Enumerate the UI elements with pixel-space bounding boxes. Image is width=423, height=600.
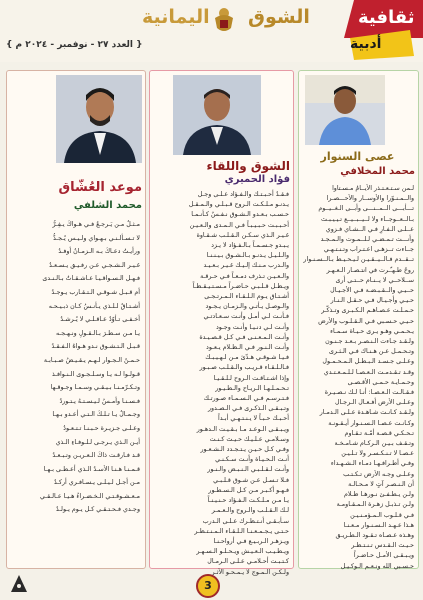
poem-line: فـقـالـت الـعـصـا: أنـا لـك نـصـيـرة bbox=[324, 389, 414, 397]
poem-title-left: موعد العُشّاق bbox=[58, 180, 142, 195]
poem-line: وهـذه عـصـاه تـقـود الـطـريـق bbox=[335, 531, 414, 539]
poem-line: حـسـب بـعـدو الـشـوق نـفـسٌ كـأنـمـا bbox=[191, 211, 289, 219]
poem-line: وعـلـى جـزيـرة حـبـنـا تـتـعـودُ bbox=[63, 424, 140, 432]
poem-line: غـيـر الـذي سـكـن الـقـلـب شـقـاوة bbox=[196, 231, 289, 239]
poem-line: أنـت الـحـيـاة وأنـت سـكـنـي bbox=[215, 456, 289, 464]
page-number: 3 bbox=[196, 574, 220, 598]
poem-line: أحـبـك حـبـاً لا يـنـتـهـي أبـداً bbox=[217, 415, 289, 423]
poem-line: والــمـنـوّرا والأوســار والأحـــصـرا bbox=[326, 195, 414, 203]
poem-line: وتـقـف بـيـن الـركـام شـامـخـة bbox=[334, 440, 414, 448]
poem-line: وإذا اشـتـاقـت الـروح لـلـقـيـا bbox=[213, 374, 289, 382]
poem-line: فـتـرسـم فـي الـسـمـاء صـورتـك bbox=[203, 395, 289, 403]
poem-line: مـعـشـوقـتـي الـخـضـراءُ هـيـا عـالـقـي bbox=[40, 492, 140, 500]
poem-line: بـالــعــوجــاء ولا لــيــبــيــع تـيـيـبـث bbox=[321, 215, 414, 223]
poem-line: ويـبـقـى الأمـل حـاضـراً bbox=[353, 552, 414, 560]
author-name-right: محمد المخلافي bbox=[340, 166, 415, 177]
poem-line: وعـلـى وجـه الأرض تـكـتـب bbox=[343, 470, 414, 478]
poem-line: ويـظـل قـلـبـي حـاضـراً مـسـتـيـقـظـاً bbox=[192, 282, 289, 290]
poem-line: والـلـيـل يـدنـو بـالـشـوق بـيـنـنـا bbox=[206, 252, 289, 260]
poem-line: حــيـي والــقـبـضـة فـي الأجـيـال bbox=[330, 287, 414, 295]
poem-line: لا تـسـألـنـي بـهـواي ولـيـس يُـجـدُّ bbox=[53, 234, 140, 242]
brand-name-1: الشوق bbox=[248, 6, 310, 28]
author-name-left: محمد الشلفي bbox=[73, 200, 142, 211]
poem-line: فـالـلـقـاء قـريـب والـقـلـب صـبـور bbox=[199, 364, 289, 372]
poem-line: وكـانـت عـصـا الـسـنـوار أيـقـونـة bbox=[328, 419, 414, 427]
poem-line: وأنـت لـي دنـيـا وأنـت وجـود bbox=[215, 323, 289, 331]
poem-line: حـتـى يـجـمـعـنـا الـلـقـاء الـمـنـتـظـر bbox=[194, 527, 289, 535]
poem-title-right: عصى السنوار bbox=[320, 150, 395, 163]
poem-line: فـلا تـسـل عـن شـوق قـلـبـي bbox=[213, 476, 289, 484]
poem-line: فـي قـلـوب الـمـؤمـنـيـن bbox=[350, 511, 414, 519]
poem-line: وحـمـايـة حـمـى الأقـصـى bbox=[347, 378, 414, 386]
poem-line: يـدنـو مـلـكـت الـروح قـبـلـي والـمـقـل bbox=[188, 201, 289, 209]
poem-line: وجـمـالُ يـا تـلـكَ الـتـي أعـدو بـهـا bbox=[52, 411, 140, 419]
poem-body-middle bbox=[153, 190, 289, 576]
poem-line: حـيـي وأجـيـال فـي حـقـل الـنـار bbox=[330, 297, 414, 305]
poem-line: سـأبـقـى أنـتـظـرك عـلـى الـدرب bbox=[202, 517, 289, 525]
poem-line: فـأنـت لـي أمـل وأنـت سـعـادتـي bbox=[203, 313, 289, 321]
poem-line: ولـقـد كـانـت شـاهـدة عـلـى الـدمـار bbox=[319, 409, 414, 417]
poem-line: وأنـت الـمـعـنـى فـي كـل قـصـيـدة bbox=[199, 333, 289, 341]
poem-line: فـقـدُ أحـبـتـك والـفـؤاد عـلـى وجـل bbox=[197, 191, 289, 198]
poem-line: وفـي أطـرافـهـا دمـاء الـشـهـداء bbox=[330, 460, 414, 468]
poem-line: وسـلامـي عـلـيـك حـيـث كـنـت bbox=[209, 435, 289, 443]
poem-line: والـوصـل يـأتـي والـزمـان يـجـود bbox=[205, 303, 289, 311]
poem-line: وجـدي فـحـتـقـي كـل يـوم يـولـدُ bbox=[55, 506, 140, 514]
author-photo-left bbox=[56, 75, 142, 163]
eagle-emblem-icon bbox=[213, 6, 235, 36]
poem-line: ولـن يـطـفـئ نـورهـا ظـلام bbox=[344, 491, 414, 499]
poem-line: هـذا عـهـد الـسـنـوار مـعـنـا bbox=[343, 521, 414, 529]
poem-line: فـهـو أكـبـر مـن كـل الـسـطـور bbox=[208, 486, 289, 494]
poem-line: تـحـمـلـهـا الـريـاح والـطـيـور bbox=[215, 384, 289, 392]
poem-line: حـيـث الـقـدس تـنـتـظـر bbox=[351, 542, 414, 550]
poem-line: يـا مـن سـطـرَ بـالـقـولِ ونـهـجـه bbox=[56, 329, 140, 337]
section-subtitle: أدبية bbox=[350, 36, 382, 52]
poem-line: وأنـت الـنـور فـي الـظـلام يـعـود bbox=[206, 344, 289, 352]
poem-line: أيـن الـذي يـرجـى لـلـوفـاءِ الـذي bbox=[55, 438, 140, 446]
poem-line: تـــأبـــى الــمــنـــى وأبــى الـغــيــوم bbox=[318, 205, 414, 213]
poem-line: ســلاحــي لا يــنـام حــتـى أرى bbox=[335, 276, 414, 284]
poem-line: وأنـــت تـمـضـي لـلــمـوت والـمـجـد bbox=[320, 236, 414, 244]
poem-line: فـهـل الـسـواقـيـا عـاشـقـاتٌ بـالـنـدى bbox=[42, 275, 140, 283]
poem-line: حـمـلـت عـصـاهـم الـكـبـرى وتـذكّـر bbox=[321, 307, 414, 315]
poem-line: لـك الـقـلـب والـروح والـعـمـر bbox=[211, 507, 289, 515]
poem-line: ويـبـقـى الـوعـد مـا بـقـيـت الـدهـور bbox=[196, 425, 289, 433]
poem-line: ولـقـد جـاءت الـنـصـر بـعـد جـنـون bbox=[325, 338, 414, 346]
poem-line: تـحـكـي قـصـة أمّـة تـقـاوم bbox=[344, 429, 414, 437]
author-photo-right bbox=[305, 75, 385, 145]
poem-line: والـدرب مـنـك إلـيـك غـيـر بـعـيـد bbox=[203, 262, 289, 270]
poem-line: أشـتـاق يـوم الـلـقـاء الـمـرتـجـى bbox=[204, 293, 289, 301]
poem-body-right bbox=[302, 184, 414, 570]
poem-line: قـمـنـا هـنـا الأسـدُ الـذي أعـطـى بـهـا bbox=[43, 465, 140, 473]
poem-line: حـمـنُ الـجـوار لـهـم يـقـيـضُ صـبـابـة bbox=[43, 356, 140, 364]
poem-line: أن الـنـصـر آتٍ لا مـحـالـة bbox=[348, 480, 414, 488]
pen-nib-icon bbox=[8, 572, 30, 594]
poem-line: أحـبـبـت حـبـيـبـاً فـي الـمـدى والـعـيـن bbox=[189, 221, 289, 229]
poem-line: حـسـبي الله ونـعـم الـوكـيـل bbox=[340, 562, 414, 570]
poem-line: تــقــدم فـالــيــقـيـن لـيـحـيـط بـالــسـنـوار bbox=[303, 256, 414, 264]
poem-line: وتـكـرّمـنـا بـيـقـي وسـمـا وجـوقـها bbox=[50, 384, 140, 392]
poem-line: كـتـبـت أحـلامـي عـلـى الـرمـال bbox=[207, 558, 289, 566]
author-photo-middle bbox=[173, 75, 261, 155]
poem-line: وفـي كـل حـيـن يـتـجـدد الـشـعـور bbox=[200, 446, 289, 454]
poem-line: وعـلـى جـسـد الـبـطـل الـمـحـمـول bbox=[322, 358, 414, 366]
poem-line: يـحـمـي وهـو يـرى حـيـاة سـمـاء bbox=[330, 327, 414, 335]
poem-line: فـيـا شـوقـي هـدّئ مـن لـهـيـبـك bbox=[205, 354, 289, 362]
poem-line: مـن أجـل لـيـلـى يـسـافـري أركـدُ bbox=[53, 479, 140, 487]
poem-line: مـثـلُ مـن يَـرجـعُ فـي هـواكَ يـفِـرُّ bbox=[52, 221, 140, 228]
poem-line: حـيـي حـسـبي فـي الـقـلـوب والأرض bbox=[318, 317, 414, 325]
poem-line: ويـزهـر الـربـيـع فـي أرواحـنـا bbox=[213, 537, 289, 545]
poem-line: وتـبـقـى الـذكـرى فـي الـصـدور bbox=[207, 405, 289, 413]
poem-line: وقـد تـقـدمـت الـعـصـا لـلـمـعـتـدي bbox=[323, 368, 414, 376]
poem-line: أشـتـاقُ لـلـذي يـأنـسُ كـان ذبـيـحـه bbox=[48, 302, 140, 310]
poem-line: قـبـل الـتـشـوق نـدو هـواهُ الـفـقـدُ bbox=[51, 343, 140, 351]
section-title: ثقافية bbox=[358, 7, 415, 28]
poem-line: روحُ طـهـّـرت في انتـصـار الـعـهـر bbox=[326, 266, 414, 274]
poem-line: عــلـى الـفـارِ فـي الــشـاي فـزوي bbox=[325, 225, 414, 233]
poem-line: عـصـا لا تـنـكـسـر ولا تـلـيـن bbox=[341, 450, 414, 458]
poem-line: يـبـدو جـسـمـاً بـالـفـؤاد لا يـزد bbox=[211, 242, 289, 250]
poem-line: جــاءت تــزهـى اعـتـراب وتـنـتـهـي bbox=[323, 246, 414, 254]
poem-line: ورأيـتُ دعـاكَ بـه الـزمـانُ أوفـدُ bbox=[58, 248, 140, 256]
poem-line: وتـحـمـل عـن هـنـاك فـي الـثـرى bbox=[329, 348, 414, 356]
poem-line: أخـفـى تـأوّدُ عـاقـلـي لا يُـرشـدُ bbox=[60, 316, 140, 324]
poem-line: قـد فـارقـت ذاكَ الـعـريـن وتـبـعـدُ bbox=[52, 452, 140, 460]
poem-line: لـمن سـتـعـتـذر الأيــامُ مـسـتاوا bbox=[332, 185, 414, 192]
poem-line: قـولـوا لـه يـا وسـلـجـوى الـنـوافـذ bbox=[51, 370, 140, 378]
poem-title-middle: الشوق واللقاء bbox=[206, 159, 290, 173]
poem-line: فـسـنـا وأمـسُ لـيـسـتـهُ يـتـوردُ bbox=[59, 397, 140, 405]
brand-name-2: اليمانية bbox=[142, 6, 210, 28]
poem-line: غـيـر الـشـجـي عـن رفـيـق يـسـعـدُ bbox=[48, 261, 140, 269]
poem-line: أم قـبـل شـوقـي الـتـقـارب يـوجـدُ bbox=[51, 288, 140, 296]
poem-line: ولـن تـذبـل زهـرة الـمـقـاومـة bbox=[336, 501, 414, 509]
poem-line: وأنـت لـقـلـبـي الـنـبـض والـنـور bbox=[207, 466, 289, 474]
poem-line: وعـلـى الأرض أفـعـال الـرجـال bbox=[334, 399, 414, 407]
poem-body-left bbox=[10, 220, 140, 565]
poem-line: ولـكـن الـمـوج لا يـمـحـو الأثـر bbox=[211, 568, 289, 576]
poem-line: ويـطـيـب الـعـيـش ويـحـلـو الـسـهـر bbox=[196, 548, 289, 556]
header bbox=[0, 0, 423, 62]
poem-line: والـعـيـن تـذرف دمـعـاً فـي حـرقـة bbox=[200, 272, 289, 280]
poem-line: يـا مـن مـلـكـت الـفـؤاد حـنـيـنـاً bbox=[207, 497, 289, 505]
issue-info: { العدد ٢٧ - نوفمبر - ٢٠٢٤ م } bbox=[6, 40, 143, 50]
author-name-middle: فؤاد الحميري bbox=[224, 174, 290, 185]
